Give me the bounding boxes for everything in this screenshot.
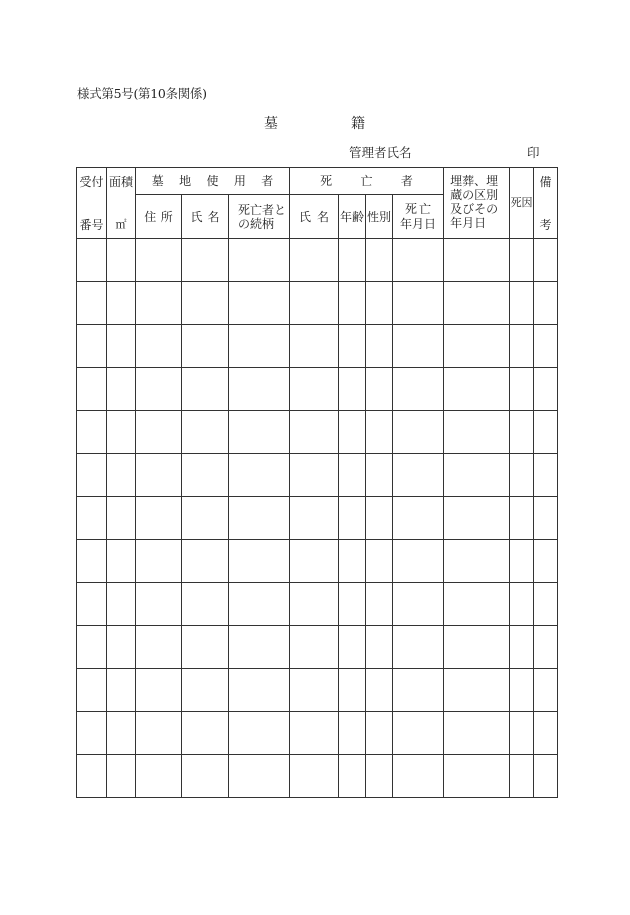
table-cell[interactable] [182,368,229,411]
table-cell[interactable] [229,583,290,626]
table-cell[interactable] [229,325,290,368]
table-cell[interactable] [444,411,510,454]
table-cell[interactable] [510,497,534,540]
user-name-label: 氏 名 [190,209,220,224]
deceased-group-header [290,168,444,195]
table-cell[interactable] [182,411,229,454]
table-cell[interactable] [393,368,444,411]
table-cell[interactable] [339,712,366,755]
table-cell[interactable] [534,540,558,583]
seal-mark: 印 [527,145,540,160]
table-cell[interactable] [366,239,393,282]
sex-label: 性別 [367,209,392,224]
table-row [77,368,558,411]
table-cell[interactable] [444,755,510,798]
table-cell[interactable] [182,669,229,712]
table-cell[interactable] [136,368,182,411]
table-cell[interactable] [77,712,107,755]
table-cell[interactable] [290,282,339,325]
table-cell[interactable] [510,583,534,626]
burial-label: 埋葬、埋 蔵の区別 及びその 年月日 [450,174,499,230]
table-cell[interactable] [366,669,393,712]
grave-register-table [76,167,558,798]
table-cell[interactable] [107,454,136,497]
table-row [77,411,558,454]
death-date-label: 死 亡 年月日 [400,201,437,231]
table-cell[interactable] [107,626,136,669]
table-cell[interactable] [290,626,339,669]
cause-of-death-label: 死因 [510,196,533,209]
table-cell[interactable] [444,540,510,583]
table-cell[interactable] [510,626,534,669]
table-cell[interactable] [339,497,366,540]
table-cell[interactable] [534,626,558,669]
cause-of-death-header [510,168,534,239]
grave-user-group-header [136,168,290,195]
table-cell[interactable] [182,325,229,368]
table-cell[interactable] [107,669,136,712]
table-cell[interactable] [182,497,229,540]
table-cell[interactable] [290,368,339,411]
table-cell[interactable] [510,239,534,282]
table-cell[interactable] [339,540,366,583]
table-cell[interactable] [510,325,534,368]
table-cell[interactable] [182,583,229,626]
table-cell[interactable] [182,454,229,497]
table-cell[interactable] [444,626,510,669]
table-cell[interactable] [393,454,444,497]
table-cell[interactable] [534,755,558,798]
table-cell[interactable] [290,325,339,368]
table-cell[interactable] [136,411,182,454]
table-cell[interactable] [393,712,444,755]
area-header [107,168,136,239]
table-cell[interactable] [366,454,393,497]
table-cell[interactable] [366,583,393,626]
table-cell[interactable] [229,411,290,454]
table-cell[interactable] [182,712,229,755]
table-cell[interactable] [107,368,136,411]
table-cell[interactable] [136,712,182,755]
table-cell[interactable] [290,755,339,798]
table-cell[interactable] [339,325,366,368]
table-cell[interactable] [77,669,107,712]
table-cell[interactable] [229,368,290,411]
table-cell[interactable] [339,239,366,282]
table-cell[interactable] [77,282,107,325]
table-row [77,712,558,755]
table-cell[interactable] [444,583,510,626]
table-cell[interactable] [136,325,182,368]
table-cell[interactable] [393,540,444,583]
table-row [77,239,558,282]
table-cell[interactable] [534,497,558,540]
table-cell[interactable] [290,454,339,497]
table-cell[interactable] [107,411,136,454]
table-cell[interactable] [510,755,534,798]
burial-header [444,168,510,239]
table-cell[interactable] [290,411,339,454]
table-cell[interactable] [444,454,510,497]
document-title-right: 籍 [351,116,365,132]
table-cell[interactable] [339,282,366,325]
table-cell[interactable] [339,583,366,626]
table-cell[interactable] [444,368,510,411]
table-cell[interactable] [393,239,444,282]
table-cell[interactable] [366,497,393,540]
table-cell[interactable] [182,540,229,583]
relation-label: 死亡者と の続柄 [238,202,287,231]
table-cell[interactable] [229,239,290,282]
table-cell[interactable] [229,626,290,669]
table-cell[interactable] [510,669,534,712]
table-cell[interactable] [136,454,182,497]
deceased-label: 死 亡 者 [320,174,413,188]
table-cell[interactable] [444,282,510,325]
reception-number-header [77,168,107,239]
table-cell[interactable] [182,239,229,282]
table-cell[interactable] [77,239,107,282]
table-cell[interactable] [107,325,136,368]
table-cell[interactable] [77,540,107,583]
table-cell[interactable] [339,755,366,798]
table-cell[interactable] [136,626,182,669]
table-cell[interactable] [107,282,136,325]
deceased-name-label: 氏 名 [299,209,330,224]
table-cell[interactable] [339,411,366,454]
death-date-header [393,195,444,239]
table-row [77,583,558,626]
table-cell[interactable] [393,626,444,669]
table-cell[interactable] [77,368,107,411]
table-cell[interactable] [229,540,290,583]
table-cell[interactable] [510,368,534,411]
table-cell[interactable] [339,626,366,669]
table-cell[interactable] [107,239,136,282]
table-cell[interactable] [510,540,534,583]
sex-header [366,195,393,239]
table-row [77,282,558,325]
table-cell[interactable] [366,755,393,798]
table-cell[interactable] [366,540,393,583]
table-cell[interactable] [366,411,393,454]
table-cell[interactable] [107,583,136,626]
table-cell[interactable] [534,583,558,626]
table-cell[interactable] [229,497,290,540]
form-number-label: 様式第5号(第10条関係) [77,86,207,101]
table-cell[interactable] [77,411,107,454]
table-row [77,669,558,712]
table-cell[interactable] [77,626,107,669]
table-cell[interactable] [444,712,510,755]
table-cell[interactable] [366,325,393,368]
manager-name-label: 管理者氏名 [349,145,412,160]
table-cell[interactable] [393,497,444,540]
table-cell[interactable] [290,583,339,626]
table-cell[interactable] [290,497,339,540]
table-cell[interactable] [444,497,510,540]
table-cell[interactable] [229,669,290,712]
table-cell[interactable] [534,239,558,282]
table-cell[interactable] [444,325,510,368]
table-cell[interactable] [339,454,366,497]
user-name-header [182,195,229,239]
reception-label: 受付 [79,175,104,189]
table-row [77,454,558,497]
table-cell[interactable] [444,669,510,712]
table-cell[interactable] [136,282,182,325]
table-cell[interactable] [136,239,182,282]
table-cell[interactable] [393,669,444,712]
table-cell[interactable] [534,454,558,497]
table-cell[interactable] [366,712,393,755]
table-cell[interactable] [136,583,182,626]
table-row [77,540,558,583]
table-cell[interactable] [107,540,136,583]
table-cell[interactable] [290,540,339,583]
user-address-header [136,195,182,239]
table-cell[interactable] [77,497,107,540]
remarks-label-top: 備 [539,175,552,189]
table-cell[interactable] [182,755,229,798]
remarks-label-bottom: 考 [539,218,552,232]
table-cell[interactable] [510,712,534,755]
table-cell[interactable] [229,454,290,497]
table-cell[interactable] [510,454,534,497]
table-cell[interactable] [229,282,290,325]
table-cell[interactable] [77,583,107,626]
table-cell[interactable] [510,411,534,454]
table-cell[interactable] [393,755,444,798]
remarks-header [534,168,558,239]
table-cell[interactable] [290,669,339,712]
number-label: 番号 [79,218,104,232]
table-cell[interactable] [366,626,393,669]
table-cell[interactable] [393,325,444,368]
age-header [339,195,366,239]
document-title-left: 墓 [264,116,278,132]
table-cell[interactable] [444,239,510,282]
age-label: 年齢 [340,209,365,224]
table-cell[interactable] [182,626,229,669]
table-cell[interactable] [136,669,182,712]
table-cell[interactable] [136,497,182,540]
table-row [77,325,558,368]
table-cell[interactable] [534,368,558,411]
table-cell[interactable] [510,282,534,325]
table-cell[interactable] [77,755,107,798]
deceased-name-header [290,195,339,239]
table-cell[interactable] [534,325,558,368]
table-cell[interactable] [229,712,290,755]
user-address-label: 住 所 [144,209,173,224]
table-cell[interactable] [182,282,229,325]
table-row [77,497,558,540]
table-cell[interactable] [290,712,339,755]
area-label: 面積 [108,175,133,189]
table-cell[interactable] [77,454,107,497]
table-cell[interactable] [534,669,558,712]
table-cell[interactable] [136,755,182,798]
area-unit: ㎡ [115,218,127,231]
table-cell[interactable] [339,368,366,411]
table-cell[interactable] [366,282,393,325]
table-cell[interactable] [107,712,136,755]
table-cell[interactable] [77,325,107,368]
grave-user-label: 墓 地 使 用 者 [151,174,274,188]
table-cell[interactable] [339,669,366,712]
table-row [77,626,558,669]
table-row [77,755,558,798]
table-cell[interactable] [229,755,290,798]
table-cell[interactable] [393,282,444,325]
table-cell[interactable] [366,368,393,411]
table-cell[interactable] [393,583,444,626]
relation-header [229,195,290,239]
table-cell[interactable] [534,411,558,454]
table-cell[interactable] [534,282,558,325]
table-cell[interactable] [107,497,136,540]
table-cell[interactable] [290,239,339,282]
table-cell[interactable] [136,540,182,583]
table-cell[interactable] [393,411,444,454]
table-cell[interactable] [107,755,136,798]
table-cell[interactable] [534,712,558,755]
